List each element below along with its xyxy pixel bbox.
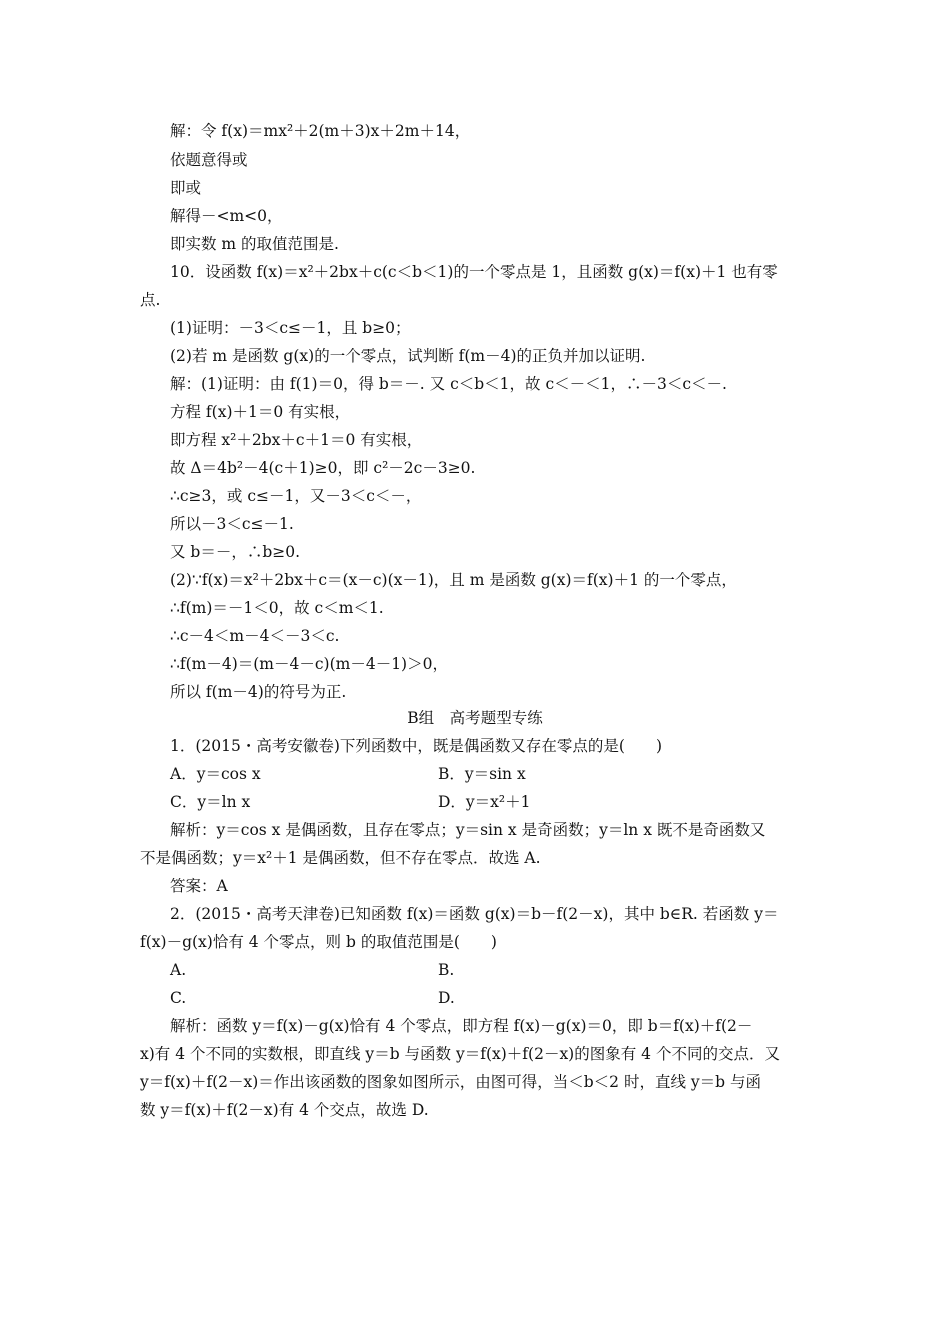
- text-line: (2)∵f(x)＝x²＋2bx＋c＝(x－c)(x－1)，且 m 是函数 g(x)＝f(x)＋1 的一个零点，: [170, 571, 737, 589]
- text-line: 又 b＝－，∴b≥0.: [170, 543, 301, 561]
- text-line: (1)证明：－3＜c≤－1，且 b≥0；: [170, 319, 411, 337]
- text-line: 所以－3＜c≤－1.: [170, 515, 294, 533]
- analysis-line: 解析：y＝cos x 是偶函数，且存在零点；y＝sin x 是奇函数；y＝ln x 既不是奇函数又: [170, 821, 766, 839]
- text-line: 解：令 f(x)＝mx²＋2(m＋3)x＋2m＋14，: [170, 122, 471, 140]
- text-line: 所以 f(m－4)的符号为正.: [170, 683, 347, 701]
- text-line: 故 Δ＝4b²－4(c＋1)≥0，即 c²－2c－3≥0.: [170, 459, 476, 477]
- analysis-line: 不是偶函数；y＝x²＋1 是偶函数，但不存在零点．故选 A.: [140, 849, 541, 867]
- text-line: 解得－<m<0，: [170, 207, 283, 225]
- question-2-line-1: 2．(2015・高考天津卷)已知函数 f(x)＝函数 g(x)＝b－f(2－x)，其中 b∈R. 若函数 y＝: [170, 905, 779, 923]
- option-b: B.: [438, 961, 455, 979]
- text-line: ∴f(m－4)＝(m－4－c)(m－4－1)＞0，: [170, 655, 448, 673]
- option-c: C.: [170, 989, 187, 1007]
- analysis-line: y＝f(x)＋f(2－x)＝作出该函数的图象如图所示，由图可得，当＜b＜2 时，直线 y＝b 与函: [140, 1073, 762, 1091]
- text-line: ∴c－4＜m－4＜－3＜c.: [170, 627, 340, 645]
- question-2-line-2: f(x)－g(x)恰有 4 个零点，则 b 的取值范围是( ): [140, 933, 497, 951]
- option-a: A.: [170, 961, 187, 979]
- text-line: 即方程 x²＋2bx＋c＋1＝0 有实根，: [170, 431, 423, 449]
- text-line: 即或: [170, 179, 202, 197]
- option-a-text: A．y＝cos x: [170, 765, 261, 783]
- question-10-line-2: 点.: [140, 291, 161, 309]
- text-line: ∴f(m)＝－1＜0，故 c＜m＜1.: [170, 599, 384, 617]
- section-heading: B组 高考题型专练: [407, 709, 543, 727]
- text-line: 依题意得或: [170, 151, 248, 169]
- text-line: 方程 f(x)＋1＝0 有实根，: [170, 403, 351, 421]
- analysis-line: x)有 4 个不同的实数根，即直线 y＝b 与函数 y＝f(x)＋f(2－x)的图象有 4 个不同的交点．又: [140, 1045, 780, 1063]
- analysis-line: 解析：函数 y＝f(x)－g(x)恰有 4 个零点，即方程 f(x)－g(x)＝0，即 b＝f(x)＋f(2－: [170, 1017, 753, 1035]
- option-b: B．y＝sin x: [438, 765, 526, 783]
- analysis-line: 数 y＝f(x)＋f(2－x)有 4 个交点，故选 D.: [140, 1101, 429, 1119]
- text-line: 解：(1)证明：由 f(1)＝0，得 b＝－. 又 c＜b＜1，故 c＜－＜1，∴－3＜c＜－.: [170, 375, 727, 393]
- option-d: D.: [438, 989, 455, 1007]
- question-10-line-1: 10．设函数 f(x)＝x²＋2bx＋c(c＜b＜1)的一个零点是 1，且函数 g(x)＝f(x)＋1 也有零: [170, 263, 778, 281]
- text-line: 即实数 m 的取值范围是.: [170, 235, 339, 253]
- option-d: D．y＝x²＋1: [438, 793, 531, 811]
- option-c: C．y＝ln x: [170, 793, 251, 811]
- text-line: (2)若 m 是函数 g(x)的一个零点，试判断 f(m－4)的正负并加以证明.: [170, 347, 646, 365]
- answer-line: 答案：A: [170, 877, 228, 895]
- question-1: 1．(2015・高考安徽卷)下列函数中，既是偶函数又存在零点的是( ): [170, 737, 662, 755]
- text-line: ∴c≥3，或 c≤－1，又－3＜c＜－，: [170, 487, 422, 505]
